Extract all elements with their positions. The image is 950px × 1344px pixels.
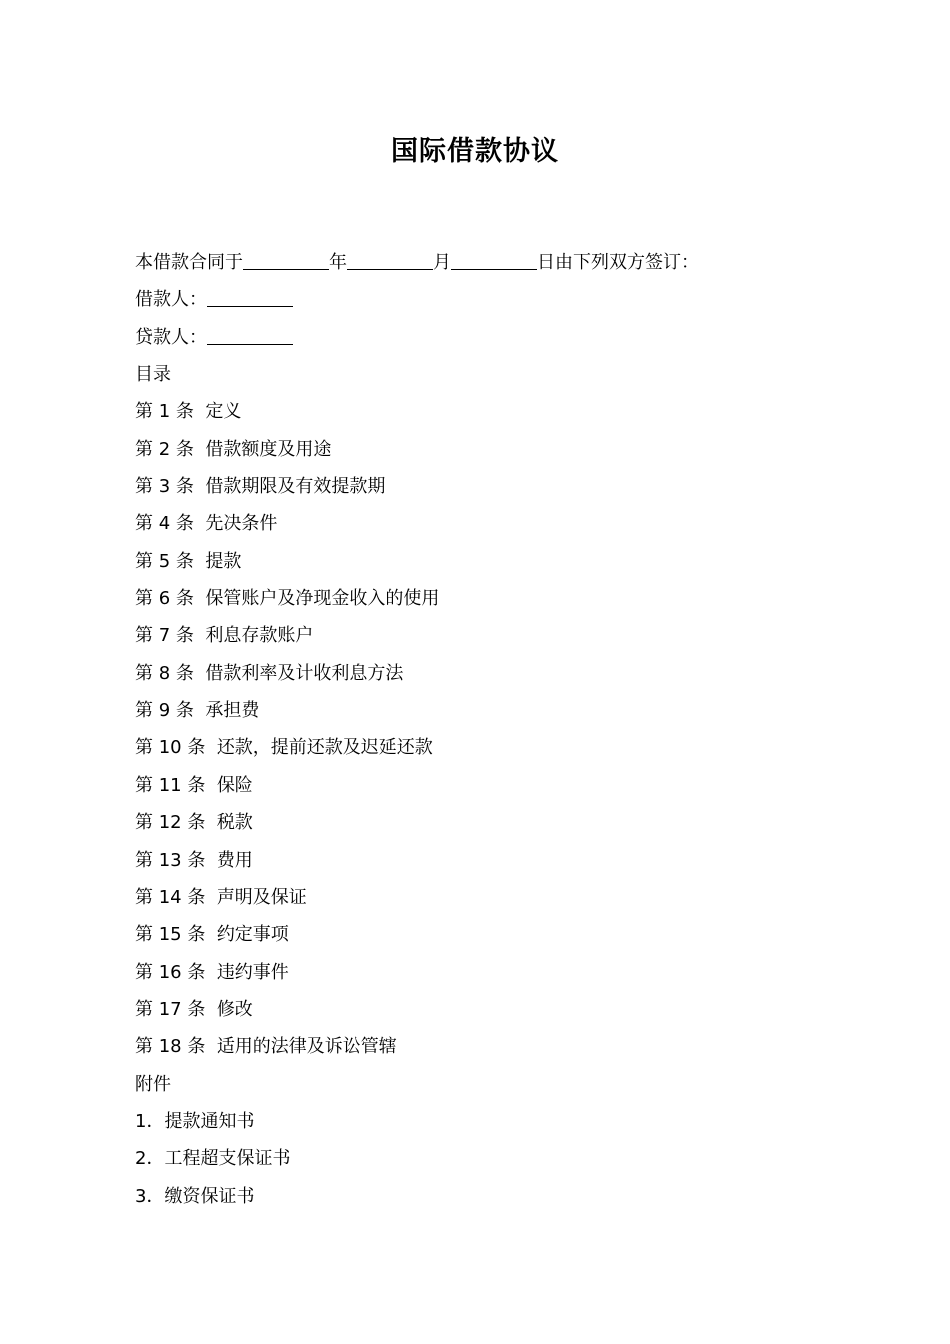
toc-item-text: 还款，提前还款及迟延还款 [216, 737, 433, 759]
toc-item-text: 借款利率及计收利息方法 [205, 662, 404, 684]
toc-item-text: 定义 [205, 401, 242, 423]
toc-heading: 目录 [135, 364, 171, 386]
appendix-list [135, 1103, 835, 1215]
toc-item-number: 第 16 条 [135, 961, 206, 983]
toc-item [135, 916, 835, 953]
toc-item-number: 第 9 条 [135, 700, 194, 722]
toc-item [135, 617, 835, 654]
borrower-label: 借款人： [135, 289, 207, 311]
toc-item [135, 804, 835, 841]
toc-item-number: 第 13 条 [135, 849, 206, 871]
intro-line [135, 244, 835, 281]
intro-suffix: 日由下列双方签订： [537, 252, 699, 273]
toc-item-text: 利息存款账户 [205, 625, 314, 647]
toc-item-text: 保管账户及净现金收入的使用 [205, 588, 440, 610]
toc-item [135, 580, 835, 617]
toc-item [135, 505, 835, 542]
lender-blank [207, 324, 293, 345]
toc-item-text: 承担费 [205, 700, 260, 722]
toc-list [135, 393, 835, 1065]
lender-line [135, 319, 835, 356]
year-blank [243, 249, 329, 270]
toc-item-text: 修改 [216, 998, 253, 1020]
borrower-line [135, 281, 835, 318]
toc-item-text: 违约事件 [216, 961, 289, 983]
toc-item-number: 第 12 条 [135, 812, 206, 834]
toc-item [135, 767, 835, 804]
toc-item [135, 431, 835, 468]
toc-item [135, 692, 835, 729]
toc-item [135, 729, 835, 766]
toc-item [135, 842, 835, 879]
toc-item-text: 借款期限及有效提款期 [205, 476, 386, 498]
borrower-blank [207, 286, 293, 307]
month-label: 月 [433, 252, 451, 273]
toc-item-text: 税款 [216, 812, 253, 834]
toc-item-text: 约定事项 [216, 924, 289, 946]
lender-label: 贷款人： [135, 326, 207, 348]
toc-item-text: 借款额度及用途 [205, 438, 332, 460]
toc-item-text: 声明及保证 [216, 886, 307, 908]
toc-item [135, 468, 835, 505]
month-blank [347, 249, 433, 270]
toc-item-text: 适用的法律及诉讼管辖 [216, 1036, 397, 1058]
toc-item [135, 393, 835, 430]
toc-item [135, 543, 835, 580]
year-label: 年 [329, 252, 347, 273]
document-body [135, 244, 835, 1215]
appendix-heading: 附件 [135, 1073, 171, 1095]
toc-item [135, 954, 835, 991]
appendix-item: 2．工程超支保证书 [135, 1148, 291, 1170]
toc-item-number: 第 15 条 [135, 924, 206, 946]
toc-item-number: 第 11 条 [135, 774, 206, 796]
toc-item-number: 第 5 条 [135, 550, 194, 572]
intro-prefix: 本借款合同于 [135, 252, 243, 273]
toc-item-number: 第 7 条 [135, 625, 194, 647]
toc-item-text: 费用 [216, 849, 253, 871]
toc-item [135, 655, 835, 692]
toc-item-text: 保险 [216, 774, 253, 796]
toc-item-number: 第 1 条 [135, 401, 194, 423]
toc-item-number: 第 8 条 [135, 662, 194, 684]
toc-item-number: 第 17 条 [135, 998, 206, 1020]
toc-item-number: 第 18 条 [135, 1036, 206, 1058]
day-blank [451, 249, 537, 270]
toc-item-number: 第 10 条 [135, 737, 206, 759]
toc-item-number: 第 2 条 [135, 438, 194, 460]
toc-item-text: 先决条件 [205, 513, 278, 535]
appendix-item: 1．提款通知书 [135, 1110, 255, 1132]
toc-item-text: 提款 [205, 550, 242, 572]
toc-item-number: 第 14 条 [135, 886, 206, 908]
toc-item-number: 第 4 条 [135, 513, 194, 535]
toc-item [135, 879, 835, 916]
document-title: 国际借款协议 [391, 136, 559, 167]
toc-item [135, 991, 835, 1028]
toc-item [135, 1028, 835, 1065]
toc-item-number: 第 6 条 [135, 588, 194, 610]
toc-item-number: 第 3 条 [135, 476, 194, 498]
appendix-item: 3．缴资保证书 [135, 1185, 255, 1207]
